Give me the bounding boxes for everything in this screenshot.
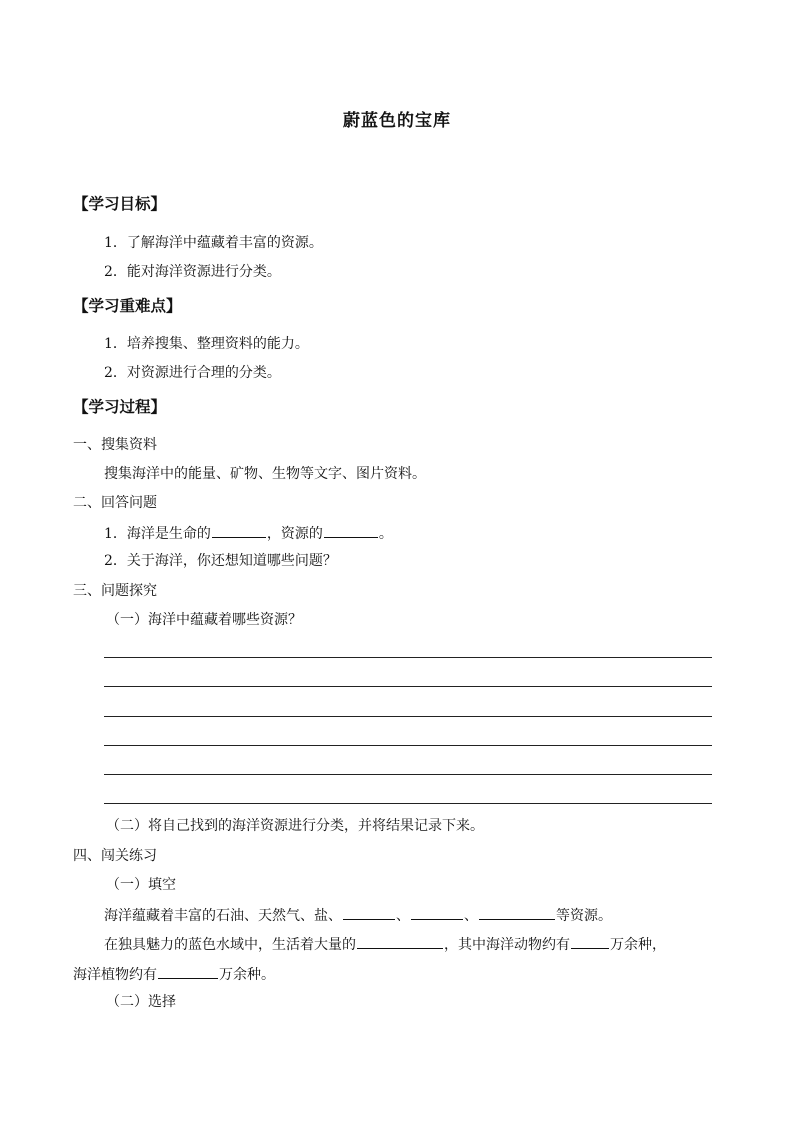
page-title: 蔚蓝色的宝库 <box>343 111 451 131</box>
fill-sentence-3 <box>73 963 275 985</box>
fill-blank[interactable] <box>343 904 395 920</box>
question-1 <box>104 522 393 544</box>
fill-2-text-b: ，其中海洋动物约有 <box>444 937 570 953</box>
section-heading-goals: 【学习目标】 <box>73 194 167 213</box>
fill-1-sep-1: 、 <box>396 908 410 924</box>
fill-2-text-a: 在独具魅力的蓝色水域中，生活着大量的 <box>104 937 356 953</box>
question-1-text-b: ，资源的 <box>266 526 323 542</box>
fill-blank[interactable] <box>324 522 378 538</box>
part3-sub1: （一）海洋中蕴藏着哪些资源？ <box>106 612 302 628</box>
fill-sentence-1 <box>104 904 612 926</box>
fill-3-text-a: 海洋植物约有 <box>73 967 157 983</box>
answer-line[interactable] <box>104 686 712 687</box>
answer-line[interactable] <box>104 803 712 804</box>
part1-text: 搜集海洋中的能量、矿物、生物等文字、图片资料。 <box>104 466 426 482</box>
part4-heading: 四、闯关练习 <box>73 848 157 864</box>
section-heading-keypoints: 【学习重难点】 <box>73 296 182 315</box>
fill-3-text-b: 万余种。 <box>219 967 275 983</box>
fill-2-text-c: 万余种， <box>610 937 666 953</box>
keypoint-item-1: 1．培养搜集、整理资料的能力。 <box>104 336 309 352</box>
fill-1-text-end: 等资源。 <box>556 908 612 924</box>
part3-sub2: （二）将自己找到的海洋资源进行分类，并将结果记录下来。 <box>106 818 484 834</box>
fill-1-text-a: 海洋蕴藏着丰富的石油、天然气、盐、 <box>104 908 342 924</box>
fill-1-sep-2: 、 <box>464 908 478 924</box>
fill-blank[interactable] <box>571 933 609 949</box>
answer-line[interactable] <box>104 774 712 775</box>
part3-heading: 三、问题探究 <box>73 583 157 599</box>
answer-line[interactable] <box>104 716 712 717</box>
goal-item-2: 2．能对海洋资源进行分类。 <box>104 264 281 280</box>
keypoint-item-2: 2．对资源进行合理的分类。 <box>104 365 281 381</box>
part2-heading: 二、回答问题 <box>73 495 157 511</box>
answer-line[interactable] <box>104 657 712 658</box>
part4-sub2: （二）选择 <box>106 994 176 1010</box>
part1-heading: 一、搜集资料 <box>73 437 157 453</box>
question-1-text-a: 1．海洋是生命的 <box>104 526 211 542</box>
fill-blank[interactable] <box>479 904 555 920</box>
part4-sub1: （一）填空 <box>106 877 176 893</box>
section-heading-process: 【学习过程】 <box>73 397 167 416</box>
fill-blank[interactable] <box>411 904 463 920</box>
question-2: 2．关于海洋，你还想知道哪些问题？ <box>104 553 337 569</box>
fill-blank[interactable] <box>212 522 266 538</box>
question-1-text-c: 。 <box>378 526 393 542</box>
goal-item-1: 1．了解海洋中蕴藏着丰富的资源。 <box>104 235 323 251</box>
fill-blank[interactable] <box>158 963 218 979</box>
fill-blank[interactable] <box>357 933 443 949</box>
fill-sentence-2 <box>104 933 666 955</box>
answer-line[interactable] <box>104 745 712 746</box>
